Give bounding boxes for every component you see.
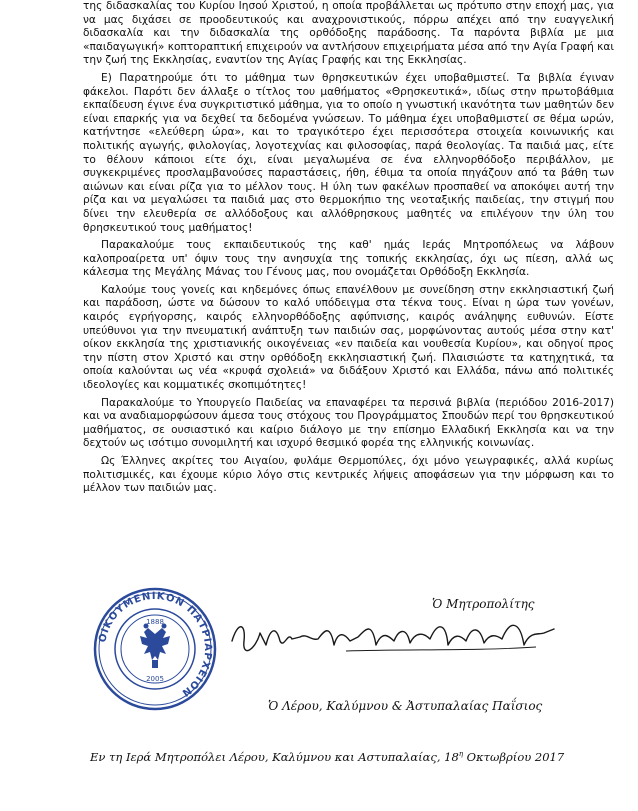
footer-text: Εν τη Ιερά Μητροπόλει Λέρου, Καλύμνου και Αστυπαλαίας, 18 <box>90 750 459 764</box>
footer-text-end: Οκτωβρίου 2017 <box>463 750 565 764</box>
seal-year-top: 1888 <box>146 618 164 626</box>
seal-year-bottom: 2005 <box>146 675 164 683</box>
signer-name: Ὁ Λέρου, Καλύμνου & Ἀστυπαλαίας Παΐσιος <box>268 699 543 713</box>
paragraph: Ε) Παρατηρούμε ότι το μάθημα των θρησκευτικών έχει υποβαθμιστεί. Τα βιβλία έγιναν φάκελοι. Παρότι δεν άλλαξε ο τίτλος του μαθήματος «Θρησκευτικά», ιδίως στην πρωτοβάθμια εκπαίδευση έγινε ένα συγκριτιστικό μάθημα, για το οποίο η γνωστική ικανότητα των μαθητών δεν είναι επαρκής για να δεχθεί τα δεδομένα γνώσεων. Το μάθημα έχει υποβαθμιστεί σε θέμα ωρών, κατήντησε «ελεύθερη ώρα», και το τραγικότερο έχει περισσότερα στοιχεία κοινωνικής και πολιτικής αγωγής, φιλολογίας, λογοτεχνίας και φιλοσοφίας, παρά θεολογίας. Τα παιδιά μας, είτε το θέλουν κάποιοι είτε όχι, είναι μεγαλωμένα σε ένα ελληνορθόδοξο περιβάλλον, με συγκεκριμένες προσλαμβανούσες παραστάσεις, ήθη, έθιμα τα οποία πηγάζουν από τα βάθη των αιώνων και είναι ρίζα για το μέλλον τους. Η ύλη των φακέλων προσπαθεί να αποκόψει αυτή την ρίζα και να μεγαλώσει τα παιδιά μας στο θερμοκήπιο της νεοταξικής παιδείας, την στιγμή που δίνει την ελευθερία σε αλλόδοξους και αλλόθρησκους μαθητές να επιλέγουν την ύλη του θρησκευτικού τους μαθήματος! <box>83 71 614 234</box>
paragraph: της διδασκαλίας του Κυρίου Ιησού Χριστού, η οποία προβάλλεται ως πρότυπο στην εποχή μας, για να μας διχάσει σε προοδευτικούς και αναχρονιστικούς, πόρρω απέχει από την ευαγγελική διδασκαλία και την διδασκαλία της ορθόδοξης παράδοσης. Τα παρόντα βιβλία με μια «παιδαγωγική» κοπτοραπτική επιχειρούν να αντλήσουν επιχειρήματα μέσα από την Αγία Γραφή και την ζωή της Εκκλησίας, εναντίον της Αγίας Γραφής και της Εκκλησίας. <box>83 0 614 67</box>
double-headed-eagle-icon <box>140 624 170 669</box>
paragraph: Παρακαλούμε το Υπουργείο Παιδείας να επαναφέρει τα περσινά βιβλία (περιόδου 2016-2017) και να αναδιαμορφώσουν άμεσα τους στόχους του Προγράμματος Σπουδών περί του θρησκευτικού μαθήματος, σε ουσιαστικό και καίριο διάλογο με την επίσημο Ελλαδική Εκκλησία και να την δεχτούν ως ισότιμο συνομιλητή και ισχυρό θεσμικό φορέα της ελληνικής κοινωνίας. <box>83 396 614 450</box>
church-seal <box>92 586 218 712</box>
paragraph: Ως Έλληνες ακρίτες του Αιγαίου, φυλάμε Θερμοπύλες, όχι μόνο γεωγραφικές, αλλά κυρίως πολιτισμικές, και έχουμε κύριο λόγο στις κεντρικές λήψεις αποφάσεων για την μόρφωση και το μέλλον των παιδιών μας. <box>83 455 614 495</box>
paragraph: Παρακαλούμε τους εκπαιδευτικούς της καθ' ημάς Ιεράς Μητροπόλεως να λάβουν καλοπροαίρετα υπ' όψιν τους την ανησυχία της τοπικής εκκλησίας, όχι ως πίεση, αλλά ως κάλεσμα της Μεγάλης Μάνας του Γένους μας, που ονομάζεται Ορθόδοξη Εκκλησία. <box>83 239 614 279</box>
footer-superscript: η <box>458 750 464 759</box>
handwritten-signature <box>226 611 560 659</box>
signoff-title: Ὁ Μητροπολίτης <box>432 597 535 611</box>
letter-body <box>83 0 614 500</box>
date-place-line <box>90 750 610 764</box>
seal-outer-text: ΟΙΚΟΥΜΕΝΙΚΟΝ ΠΑΤΡΙΑΡΧΕΙΟΝ <box>97 590 214 699</box>
paragraph: Καλούμε τους γονείς και κηδεμόνες όπως επανέλθουν με συνείδηση στην εκκλησιαστική ζωή και παράδοση, ώστε να δώσουν το καλό υπόδειγμα στα τέκνα τους. Είναι η ώρα των γονέων, καιρός εγρήγορσης, καιρός ελληνορθόδοξης αφύπνισης, καιρός ανάληψης ευθυνών. Είστε υπεύθυνοι για την πνευματική ανάπτυξη των παιδιών σας, μορφώνοντας αυτούς μέσα στην κατ' οίκον εκκλησία της χριστιανικής οικογένειας «εν παιδεία και νουθεσία Κυρίου», και οδηγοί προς την πίστη στον Χριστό και στην ορθόδοξη εκκλησιαστική ζωή. Πλαισιώστε τα κατηχητικά, τα οποία καλούνται ως νέα «κρυφά σχολειά» να διδάξουν Χριστό και Ελλάδα, πάνω από πολιτικές ιδεολογίες και κομματικές σκοπιμότητες! <box>83 283 614 392</box>
